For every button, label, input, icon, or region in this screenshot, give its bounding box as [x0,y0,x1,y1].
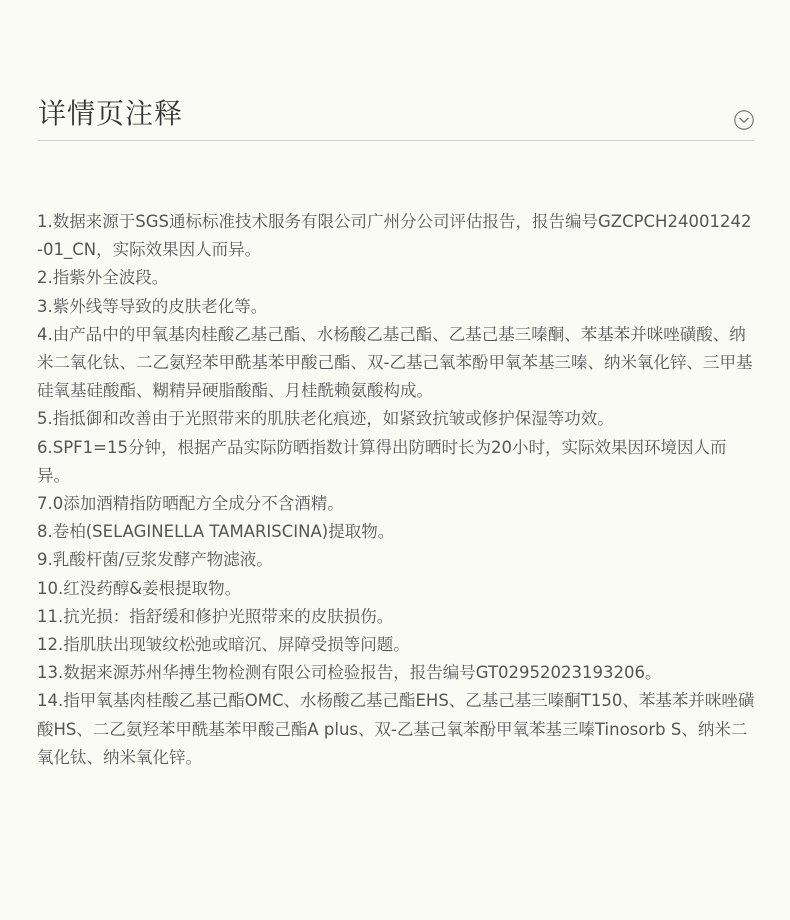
note-item: 8.卷柏(SELAGINELLA TAMARISCINA)提取物。 [37,522,395,542]
note-item: 13.数据来源苏州华搏生物检测有限公司检验报告，报告编号GT02952023193206。 [37,663,662,683]
note-item: 5.指抵御和改善由于光照带来的肌肤老化痕迹，如紧致抗皱或修护保湿等功效。 [37,409,614,429]
note-item: 3.紫外线等导致的皮肤老化等。 [37,296,268,316]
note-item: 14.指甲氧基肉桂酸乙基己酯OMC、水杨酸乙基己酯EHS、乙基己基三嗪酮T150、苯基苯并咪唑磺酸HS、二乙氨羟苯甲酰基苯甲酸己酯A plus、双-乙基己氧苯酚甲氧苯基三嗪Tinosorb S、纳米二氧化钛、纳米氧化锌。 [37,691,755,767]
note-item: 9.乳酸杆菌/豆浆发酵产物滤液。 [37,550,273,570]
note-item: 2.指紫外全波段。 [37,268,169,288]
note-item: 12.指肌肤出现皱纹松弛或暗沉、屏障受损等问题。 [37,635,410,655]
note-item: 11.抗光损：指舒缓和修护光照带来的皮肤损伤。 [37,606,394,626]
note-item: 10.红没药醇&姜根提取物。 [37,578,242,598]
note-item: 7.0添加酒精指防晒配方全成分不含酒精。 [37,494,344,514]
chevron-down-circle-icon[interactable] [734,110,754,130]
note-item: 6.SPF1=15分钟，根据产品实际防晒指数计算得出防晒时长为20小时，实际效果因环境因人而异。 [37,437,727,485]
page-title: 详情页注释 [38,97,184,130]
note-item: 4.由产品中的甲氧基肉桂酸乙基己酯、水杨酸乙基己酯、乙基己基三嗪酮、苯基苯并咪唑磺酸、纳米二氧化钛、二乙氨羟苯甲酰基苯甲酸己酯、双-乙基己氧苯酚甲氧苯基三嗪、纳米氧化锌、三甲基硅氧基硅酸酯、糊精异硬脂酸酯、月桂酰赖氨酸构成。 [37,324,753,401]
notes-header [38,92,754,141]
note-item: 1.数据来源于SGS通标标准技术服务有限公司广州分公司评估报告，报告编号GZCPCH24001242-01_CN，实际效果因人而异。 [37,212,752,260]
notes-list [37,208,755,772]
